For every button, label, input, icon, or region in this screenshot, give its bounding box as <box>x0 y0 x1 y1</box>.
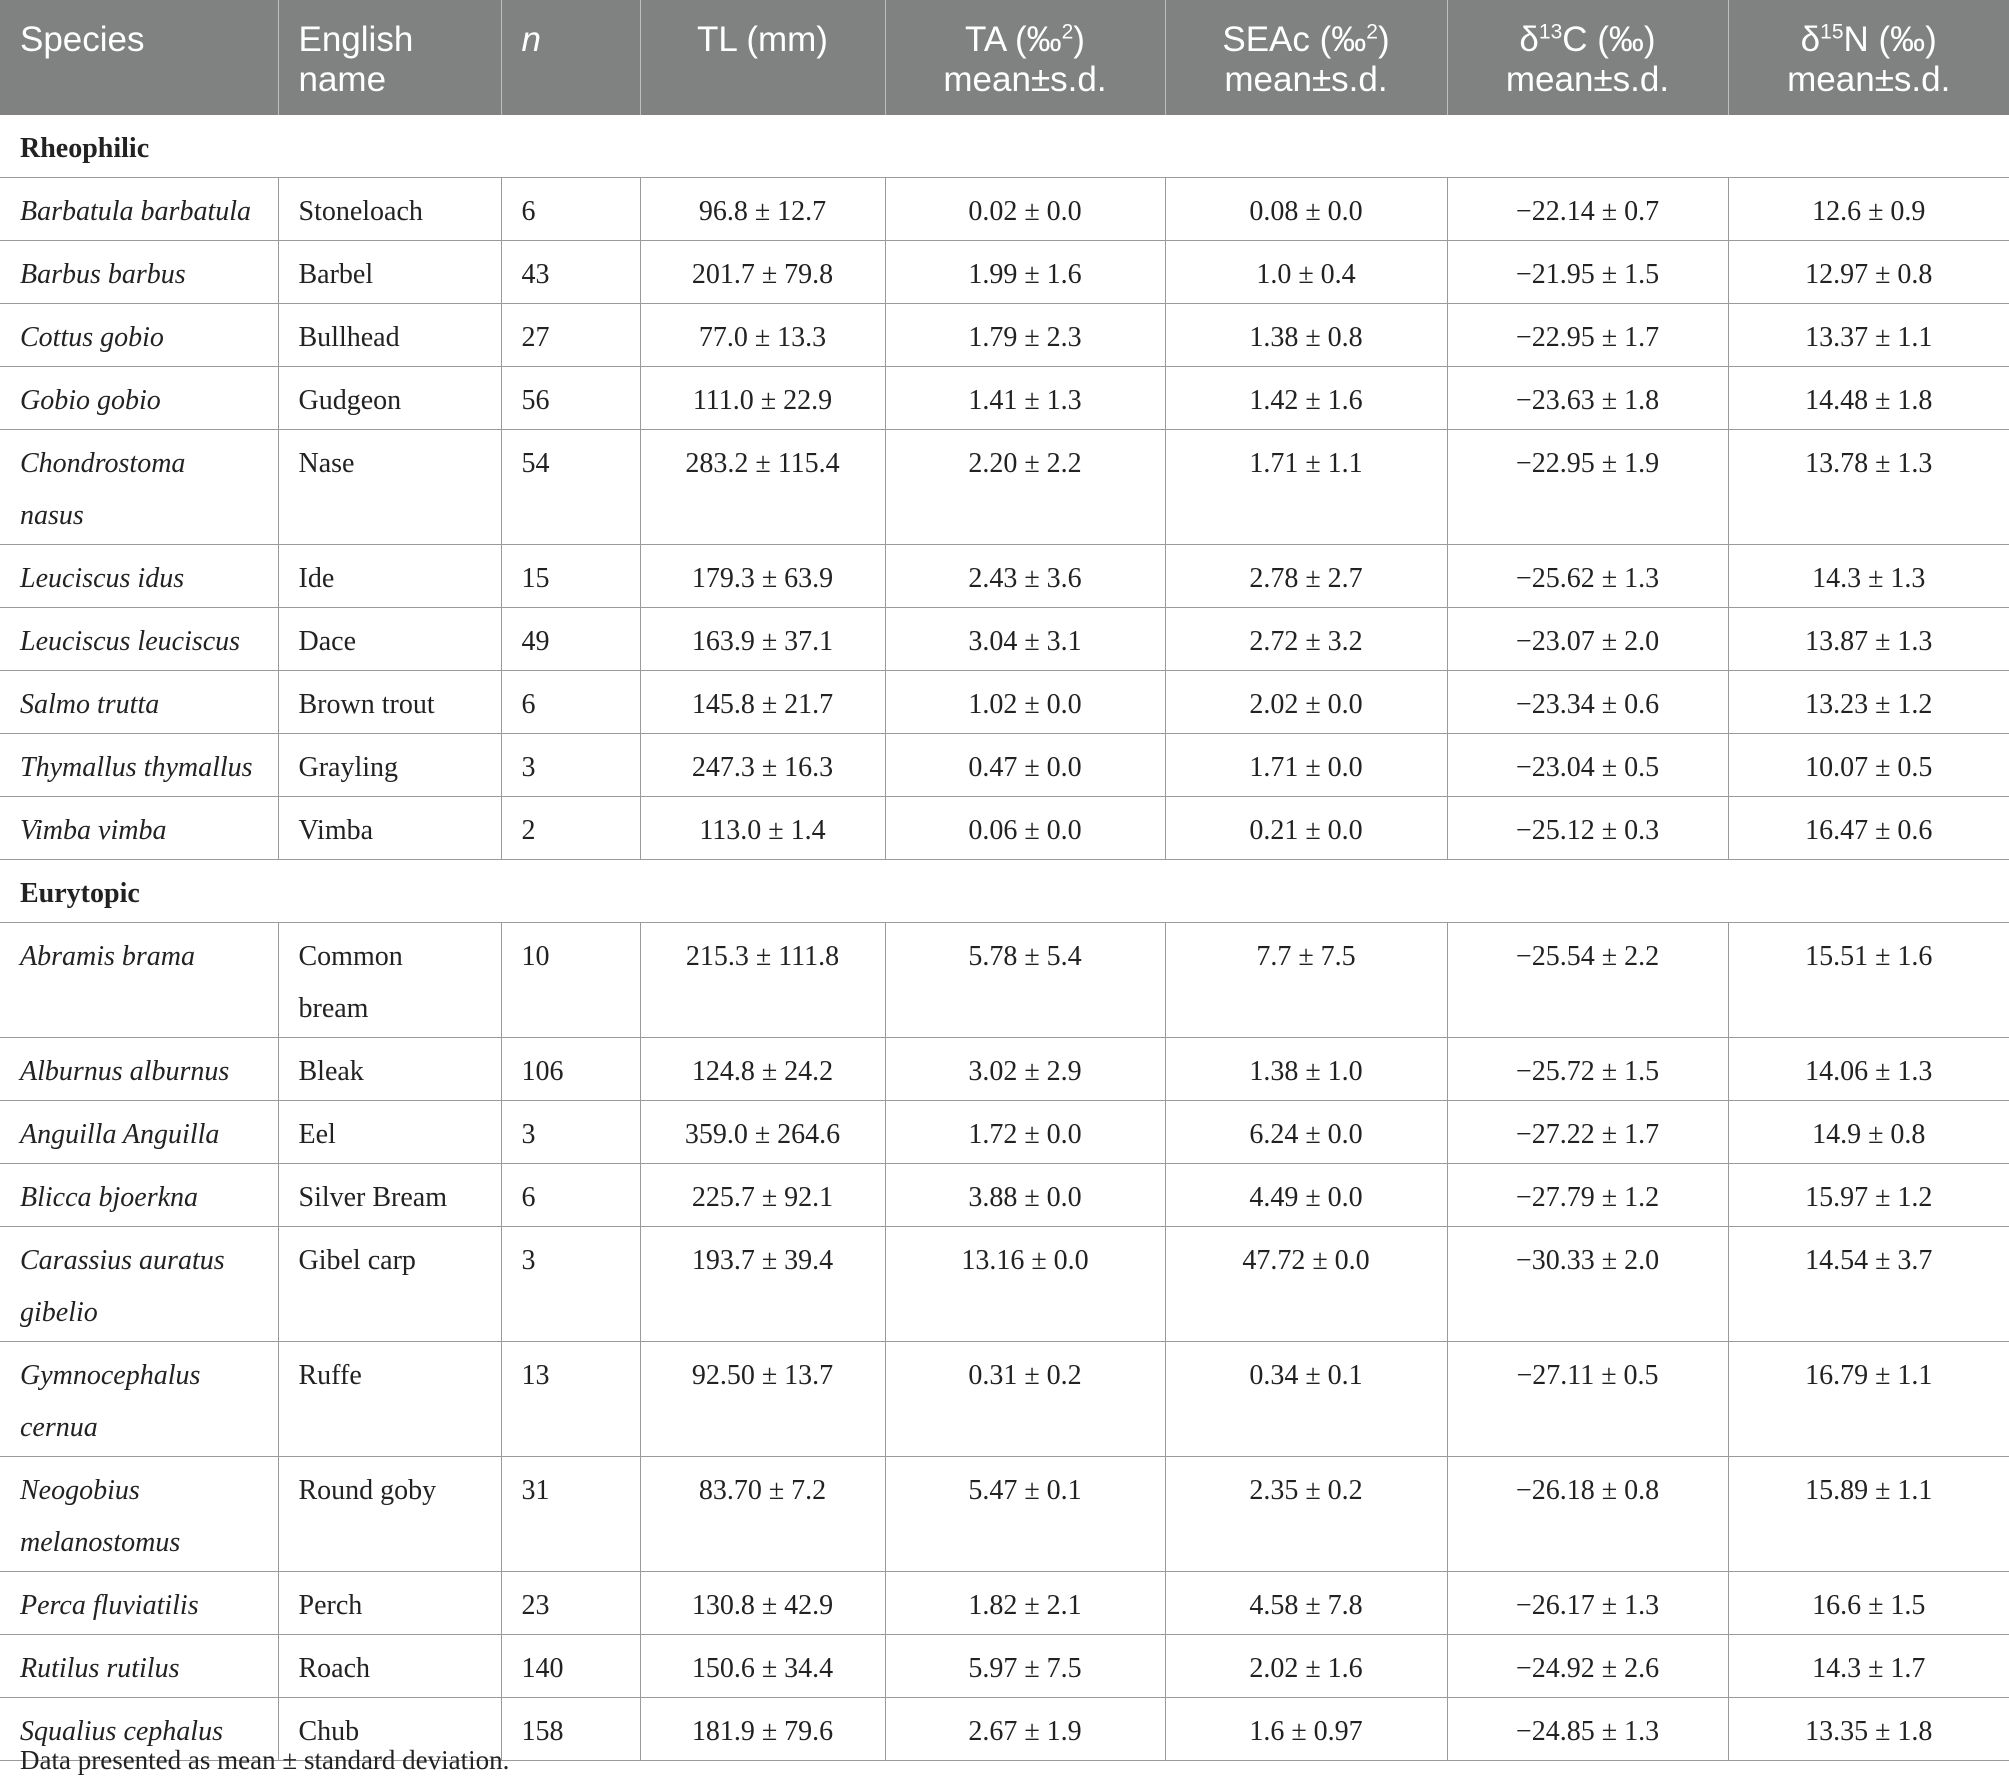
cell-line: Leuciscus idus <box>20 563 185 594</box>
cell-n: 10 <box>501 923 640 1038</box>
cell-n: 27 <box>501 304 640 367</box>
table-body <box>0 115 2009 1761</box>
cell-d15n: 15.89 ± 1.1 <box>1728 1457 2009 1572</box>
cell-english <box>278 367 501 430</box>
table-row <box>0 734 2009 797</box>
table-row <box>0 241 2009 304</box>
cell-d13c: −23.34 ± 0.6 <box>1447 671 1728 734</box>
group-row <box>0 115 2009 178</box>
cell-seac: 0.21 ± 0.0 <box>1165 797 1447 860</box>
cell-species <box>0 1227 278 1342</box>
cell-line: Common <box>298 941 403 972</box>
cell-n: 6 <box>501 178 640 241</box>
cell-tl: 83.70 ± 7.2 <box>640 1457 885 1572</box>
cell-species <box>0 734 278 797</box>
cell-tl: 145.8 ± 21.7 <box>640 671 885 734</box>
cell-n: 6 <box>501 671 640 734</box>
cell-d13c: −24.92 ± 2.6 <box>1447 1635 1728 1698</box>
cell-d15n: 14.54 ± 3.7 <box>1728 1227 2009 1342</box>
cell-d13c: −27.22 ± 1.7 <box>1447 1101 1728 1164</box>
cell-line: Carassius auratus <box>20 1245 225 1276</box>
cell-line: Blicca bjoerkna <box>20 1182 199 1213</box>
cell-english <box>278 430 501 545</box>
header-row <box>0 0 2009 115</box>
cell-d13c: −23.63 ± 1.8 <box>1447 367 1728 430</box>
cell-d13c: −24.85 ± 1.3 <box>1447 1698 1728 1761</box>
cell-n: 3 <box>501 1101 640 1164</box>
cell-n: 3 <box>501 734 640 797</box>
cell-line: Chub <box>298 1716 360 1747</box>
table-row <box>0 1457 2009 1572</box>
cell-tl: 124.8 ± 24.2 <box>640 1038 885 1101</box>
cell-tl: 77.0 ± 13.3 <box>640 304 885 367</box>
cell-line: Chondrostoma <box>20 448 186 479</box>
group-label: Rheophilic <box>0 115 2009 178</box>
table-row <box>0 1101 2009 1164</box>
cell-seac: 47.72 ± 0.0 <box>1165 1227 1447 1342</box>
cell-species <box>0 671 278 734</box>
cell-ta: 0.47 ± 0.0 <box>885 734 1165 797</box>
cell-line: Gudgeon <box>298 385 402 416</box>
cell-line: nasus <box>20 500 84 531</box>
cell-line: cernua <box>20 1412 98 1443</box>
cell-d15n: 15.51 ± 1.6 <box>1728 923 2009 1038</box>
cell-ta: 1.72 ± 0.0 <box>885 1101 1165 1164</box>
cell-line: Perca fluviatilis <box>20 1590 199 1621</box>
cell-seac: 1.6 ± 0.97 <box>1165 1698 1447 1761</box>
cell-line: Grayling <box>298 752 399 783</box>
table-row <box>0 178 2009 241</box>
table-row <box>0 797 2009 860</box>
cell-line: Rutilus rutilus <box>20 1653 180 1684</box>
cell-d13c: −23.07 ± 2.0 <box>1447 608 1728 671</box>
cell-n: 15 <box>501 545 640 608</box>
cell-english <box>278 1342 501 1457</box>
cell-d15n: 12.6 ± 0.9 <box>1728 178 2009 241</box>
cell-line: Stoneloach <box>298 196 423 227</box>
group-label: Eurytopic <box>0 860 2009 923</box>
cell-line: Bullhead <box>298 322 400 353</box>
cell-d13c: −27.79 ± 1.2 <box>1447 1164 1728 1227</box>
cell-tl: 359.0 ± 264.6 <box>640 1101 885 1164</box>
cell-seac: 7.7 ± 7.5 <box>1165 923 1447 1038</box>
cell-seac: 1.42 ± 1.6 <box>1165 367 1447 430</box>
cell-seac: 2.35 ± 0.2 <box>1165 1457 1447 1572</box>
cell-d15n: 16.79 ± 1.1 <box>1728 1342 2009 1457</box>
cell-line: Gibel carp <box>298 1245 416 1276</box>
cell-tl: 92.50 ± 13.7 <box>640 1342 885 1457</box>
cell-line: melanostomus <box>20 1527 181 1558</box>
cell-line: Squalius cephalus <box>20 1716 223 1747</box>
cell-english <box>278 304 501 367</box>
cell-ta: 0.02 ± 0.0 <box>885 178 1165 241</box>
cell-ta: 5.47 ± 0.1 <box>885 1457 1165 1572</box>
cell-english <box>278 241 501 304</box>
cell-line: Anguilla Anguilla <box>20 1119 220 1150</box>
cell-line: Bleak <box>298 1056 364 1087</box>
cell-tl: 247.3 ± 16.3 <box>640 734 885 797</box>
cell-english <box>278 1635 501 1698</box>
cell-d13c: −26.17 ± 1.3 <box>1447 1572 1728 1635</box>
cell-seac: 0.34 ± 0.1 <box>1165 1342 1447 1457</box>
cell-line: Gobio gobio <box>20 385 161 416</box>
cell-n: 158 <box>501 1698 640 1761</box>
cell-line: Ruffe <box>298 1360 362 1391</box>
cell-d13c: −30.33 ± 2.0 <box>1447 1227 1728 1342</box>
cell-tl: 181.9 ± 79.6 <box>640 1698 885 1761</box>
cell-species <box>0 430 278 545</box>
cell-n: 31 <box>501 1457 640 1572</box>
cell-english <box>278 178 501 241</box>
cell-seac: 1.71 ± 0.0 <box>1165 734 1447 797</box>
cell-seac: 1.0 ± 0.4 <box>1165 241 1447 304</box>
cell-n: 49 <box>501 608 640 671</box>
cell-line: Salmo trutta <box>20 689 160 720</box>
cell-species <box>0 1038 278 1101</box>
cell-english <box>278 1164 501 1227</box>
cell-line: Vimba <box>298 815 374 846</box>
cell-seac: 2.02 ± 1.6 <box>1165 1635 1447 1698</box>
cell-species <box>0 178 278 241</box>
cell-ta: 5.78 ± 5.4 <box>885 923 1165 1038</box>
cell-line: Dace <box>298 626 357 657</box>
cell-line: Leuciscus leuciscus <box>20 626 241 657</box>
cell-seac: 2.72 ± 3.2 <box>1165 608 1447 671</box>
cell-d15n: 16.47 ± 0.6 <box>1728 797 2009 860</box>
cell-seac: 1.71 ± 1.1 <box>1165 430 1447 545</box>
cell-d15n: 13.37 ± 1.1 <box>1728 304 2009 367</box>
cell-d13c: −26.18 ± 0.8 <box>1447 1457 1728 1572</box>
cell-d15n: 10.07 ± 0.5 <box>1728 734 2009 797</box>
cell-species <box>0 1164 278 1227</box>
cell-tl: 163.9 ± 37.1 <box>640 608 885 671</box>
table-row <box>0 923 2009 1038</box>
cell-d15n: 13.35 ± 1.8 <box>1728 1698 2009 1761</box>
header-tl: TL (mm) <box>640 0 885 115</box>
cell-english <box>278 1572 501 1635</box>
header-ta: TA (‰$^2$) mean±s.d. <box>885 0 1165 115</box>
cell-tl: 96.8 ± 12.7 <box>640 178 885 241</box>
cell-d13c: −22.95 ± 1.7 <box>1447 304 1728 367</box>
cell-n: 13 <box>501 1342 640 1457</box>
cell-line: Round goby <box>298 1475 437 1506</box>
cell-d13c: −22.14 ± 0.7 <box>1447 178 1728 241</box>
cell-line: bream <box>298 993 369 1024</box>
cell-line: gibelio <box>20 1297 98 1328</box>
cell-n: 54 <box>501 430 640 545</box>
cell-line: Thymallus thymallus <box>20 752 253 783</box>
cell-tl: 193.7 ± 39.4 <box>640 1227 885 1342</box>
cell-d15n: 13.87 ± 1.3 <box>1728 608 2009 671</box>
cell-d15n: 12.97 ± 0.8 <box>1728 241 2009 304</box>
cell-tl: 113.0 ± 1.4 <box>640 797 885 860</box>
table-row <box>0 367 2009 430</box>
cell-seac: 2.02 ± 0.0 <box>1165 671 1447 734</box>
cell-ta: 2.20 ± 2.2 <box>885 430 1165 545</box>
cell-line: Brown trout <box>298 689 435 720</box>
cell-line: Neogobius <box>20 1475 140 1506</box>
cell-species <box>0 1572 278 1635</box>
cell-species <box>0 923 278 1038</box>
cell-species <box>0 1101 278 1164</box>
cell-d13c: −25.54 ± 2.2 <box>1447 923 1728 1038</box>
cell-line: Barbus barbus <box>20 259 186 290</box>
cell-species <box>0 797 278 860</box>
cell-line: Eel <box>298 1119 336 1150</box>
header-english-name: English name <box>278 0 501 115</box>
cell-d15n: 14.48 ± 1.8 <box>1728 367 2009 430</box>
cell-ta: 0.06 ± 0.0 <box>885 797 1165 860</box>
cell-line: Perch <box>298 1590 363 1621</box>
table-row <box>0 304 2009 367</box>
cell-english <box>278 671 501 734</box>
cell-seac: 1.38 ± 1.0 <box>1165 1038 1447 1101</box>
cell-d13c: −25.62 ± 1.3 <box>1447 545 1728 608</box>
cell-species <box>0 1635 278 1698</box>
table-row <box>0 430 2009 545</box>
cell-d13c: −25.12 ± 0.3 <box>1447 797 1728 860</box>
cell-n: 140 <box>501 1635 640 1698</box>
cell-species <box>0 608 278 671</box>
cell-seac: 4.58 ± 7.8 <box>1165 1572 1447 1635</box>
cell-ta: 2.43 ± 3.6 <box>885 545 1165 608</box>
header-n: n <box>501 0 640 115</box>
cell-line: Roach <box>298 1653 371 1684</box>
cell-seac: 6.24 ± 0.0 <box>1165 1101 1447 1164</box>
cell-line: Silver Bream <box>298 1182 448 1213</box>
cell-tl: 111.0 ± 22.9 <box>640 367 885 430</box>
cell-species <box>0 1457 278 1572</box>
cell-seac: 2.78 ± 2.7 <box>1165 545 1447 608</box>
group-row <box>0 860 2009 923</box>
header-seac: SEAc (‰$^2$) mean±s.d. <box>1165 0 1447 115</box>
cell-d13c: −25.72 ± 1.5 <box>1447 1038 1728 1101</box>
cell-line: Abramis brama <box>20 941 196 972</box>
cell-line: Ide <box>298 563 335 594</box>
table-row <box>0 671 2009 734</box>
cell-d13c: −23.04 ± 0.5 <box>1447 734 1728 797</box>
cell-english <box>278 1227 501 1342</box>
cell-n: 106 <box>501 1038 640 1101</box>
table-row <box>0 1164 2009 1227</box>
cell-ta: 3.88 ± 0.0 <box>885 1164 1165 1227</box>
table-row <box>0 608 2009 671</box>
table-row <box>0 1227 2009 1342</box>
cell-d15n: 14.9 ± 0.8 <box>1728 1101 2009 1164</box>
cell-tl: 215.3 ± 111.8 <box>640 923 885 1038</box>
cell-n: 43 <box>501 241 640 304</box>
cell-english <box>278 608 501 671</box>
table-row <box>0 1635 2009 1698</box>
cell-english <box>278 923 501 1038</box>
cell-ta: 1.82 ± 2.1 <box>885 1572 1165 1635</box>
cell-line: Gymnocephalus <box>20 1360 201 1391</box>
cell-ta: 13.16 ± 0.0 <box>885 1227 1165 1342</box>
cell-line: Vimba vimba <box>20 815 167 846</box>
cell-ta: 3.02 ± 2.9 <box>885 1038 1165 1101</box>
cell-d13c: −27.11 ± 0.5 <box>1447 1342 1728 1457</box>
cell-d13c: −22.95 ± 1.9 <box>1447 430 1728 545</box>
cell-species <box>0 545 278 608</box>
cell-species <box>0 304 278 367</box>
cell-species <box>0 241 278 304</box>
cell-ta: 1.79 ± 2.3 <box>885 304 1165 367</box>
cell-ta: 1.99 ± 1.6 <box>885 241 1165 304</box>
cell-d15n: 14.3 ± 1.7 <box>1728 1635 2009 1698</box>
cell-n: 2 <box>501 797 640 860</box>
cell-line: Barbatula barbatula <box>20 196 252 227</box>
cell-seac: 4.49 ± 0.0 <box>1165 1164 1447 1227</box>
cell-ta: 3.04 ± 3.1 <box>885 608 1165 671</box>
cell-english <box>278 1101 501 1164</box>
cell-species <box>0 367 278 430</box>
table-row <box>0 1038 2009 1101</box>
cell-english <box>278 1457 501 1572</box>
table-header <box>0 0 2009 115</box>
cell-line: Barbel <box>298 259 374 290</box>
cell-english <box>278 734 501 797</box>
cell-english <box>278 1038 501 1101</box>
cell-n: 3 <box>501 1227 640 1342</box>
table-row <box>0 545 2009 608</box>
cell-line: Alburnus alburnus <box>20 1056 230 1087</box>
cell-d15n: 15.97 ± 1.2 <box>1728 1164 2009 1227</box>
cell-ta: 1.41 ± 1.3 <box>885 367 1165 430</box>
table-row <box>0 1342 2009 1457</box>
cell-d15n: 13.78 ± 1.3 <box>1728 430 2009 545</box>
cell-tl: 225.7 ± 92.1 <box>640 1164 885 1227</box>
cell-tl: 130.8 ± 42.9 <box>640 1572 885 1635</box>
cell-d15n: 14.06 ± 1.3 <box>1728 1038 2009 1101</box>
header-d13c: $\delta^{13}C$ (‰) mean±s.d. <box>1447 0 1728 115</box>
cell-ta: 1.02 ± 0.0 <box>885 671 1165 734</box>
cell-n: 6 <box>501 1164 640 1227</box>
cell-d15n: 16.6 ± 1.5 <box>1728 1572 2009 1635</box>
cell-ta: 2.67 ± 1.9 <box>885 1698 1165 1761</box>
cell-d15n: 14.3 ± 1.3 <box>1728 545 2009 608</box>
cell-tl: 201.7 ± 79.8 <box>640 241 885 304</box>
table-footnote: Data presented as mean ± standard deviation. <box>20 1745 510 1775</box>
cell-tl: 179.3 ± 63.9 <box>640 545 885 608</box>
cell-ta: 0.31 ± 0.2 <box>885 1342 1165 1457</box>
cell-d13c: −21.95 ± 1.5 <box>1447 241 1728 304</box>
cell-ta: 5.97 ± 7.5 <box>885 1635 1165 1698</box>
table-row <box>0 1572 2009 1635</box>
cell-english <box>278 797 501 860</box>
cell-n: 23 <box>501 1572 640 1635</box>
cell-line: Nase <box>298 448 355 479</box>
header-d15n: $\delta^{15}N$ (‰) mean±s.d. <box>1787 20 1951 99</box>
cell-seac: 0.08 ± 0.0 <box>1165 178 1447 241</box>
cell-species <box>0 1342 278 1457</box>
header-species: Species <box>0 0 278 115</box>
cell-n: 56 <box>501 367 640 430</box>
cell-tl: 150.6 ± 34.4 <box>640 1635 885 1698</box>
cell-seac: 1.38 ± 0.8 <box>1165 304 1447 367</box>
cell-english <box>278 545 501 608</box>
cell-tl: 283.2 ± 115.4 <box>640 430 885 545</box>
cell-d15n: 13.23 ± 1.2 <box>1728 671 2009 734</box>
cell-line: Cottus gobio <box>20 322 164 353</box>
